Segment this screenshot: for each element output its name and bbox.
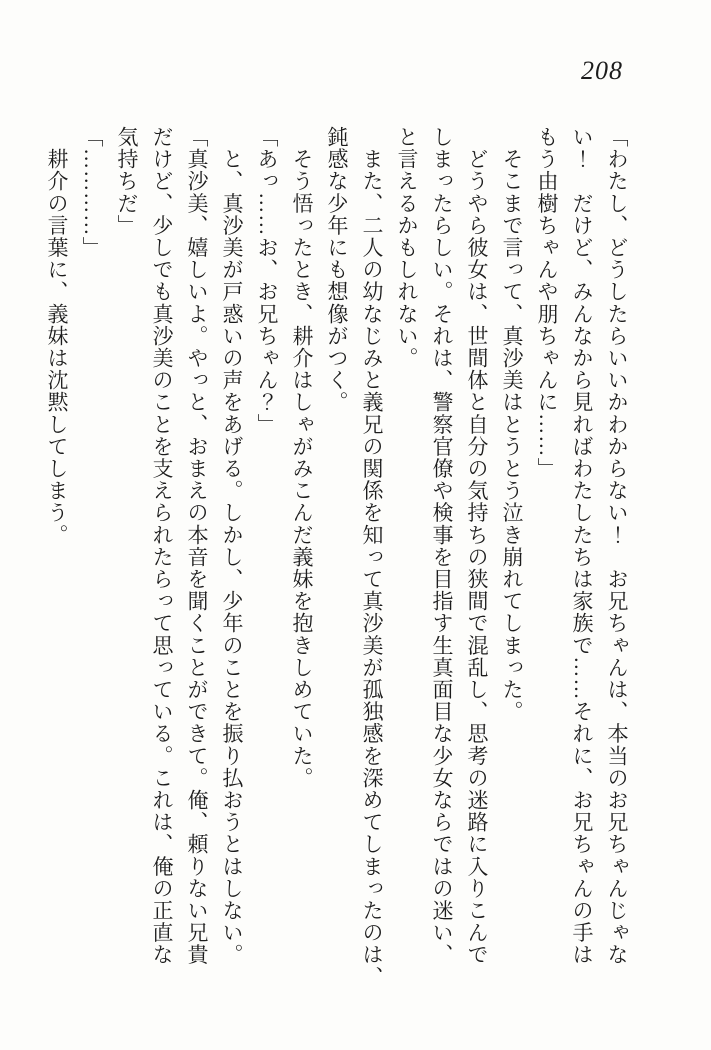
text-block	[38, 126, 634, 1046]
text-line: 「わたし、どうしたらいいかわからない！ お兄ちゃんは、本当のお兄ちゃんじゃな	[605, 126, 629, 966]
text-line: 「あっ……お、お兄ちゃん？」	[255, 126, 279, 436]
text-line: だけど、少しでも真沙美のことを支えられたらって思っている。これは、俺の正直な	[150, 126, 174, 966]
text-line: 気持ちだ」	[115, 126, 139, 237]
text-line: しまったらしい。それは、警察官僚や検事を目指す生真面目な少女ならではの迷い、	[430, 126, 454, 966]
text-line: と、真沙美が戸惑いの声をあげる。しかし、少年のことを振り払おうとはしない。	[220, 126, 244, 966]
text-line: そう悟ったとき、耕介はしゃがみこんだ義妹を抱きしめていた。	[290, 126, 314, 789]
page-number: 208	[581, 56, 623, 85]
text-line: どうやら彼女は、世間体と自分の気持ちの狭間で混乱し、思考の迷路に入りこんで	[465, 126, 489, 966]
text-line: そこまで言って、真沙美はとうとう泣き崩れてしまった。	[500, 126, 524, 723]
text-line: もう由樹ちゃんや朋ちゃんに……」	[535, 126, 559, 480]
text-line: 耕介の言葉に、義妹は沈黙してしまう。	[45, 126, 69, 546]
text-line: 鈍感な少年にも想像がつく。	[325, 126, 349, 414]
text-line: 「真沙美、嬉しいよ。やっと、おまえの本音を聞くことができて。俺、頼りない兄貴	[185, 126, 209, 966]
text-line: い！ だけど、みんなから見ればわたしたちは家族で……それに、お兄ちゃんの手は	[570, 126, 594, 966]
text-line: 「…………」	[80, 126, 104, 259]
text-line: と言えるかもしれない。	[395, 126, 419, 370]
text-line: また、二人の幼なじみと義兄の関係を知って真沙美が孤独感を深めてしまったのは、	[360, 126, 384, 988]
